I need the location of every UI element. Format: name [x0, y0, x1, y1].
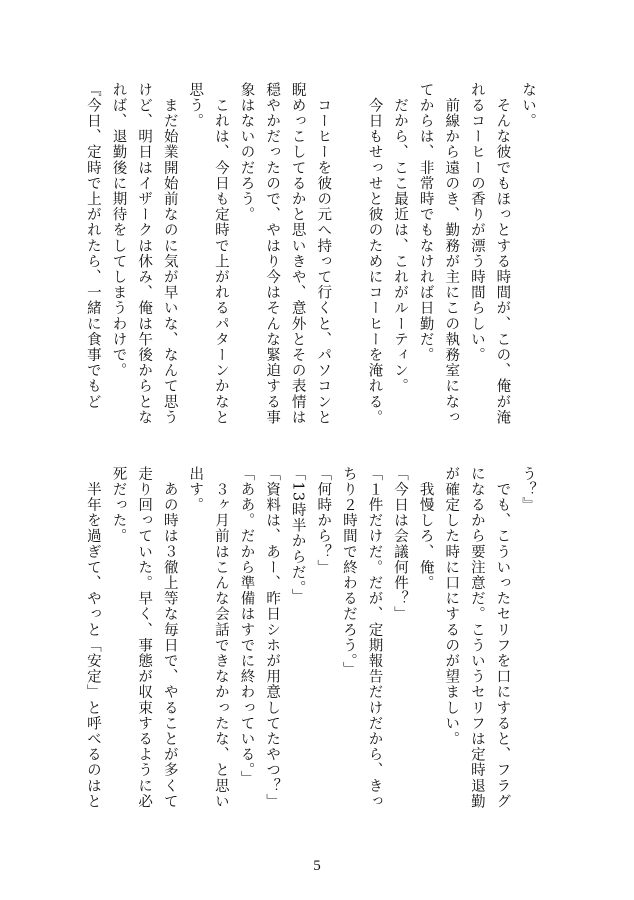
text-line: 「13時半からだ。」 — [289, 466, 306, 605]
text-line: 我慢しろ、俺。 — [417, 466, 434, 591]
text-line — [335, 82, 361, 452]
text-line: だから、ここ最近は、これがルーティン。 — [392, 82, 409, 394]
text-line: そんな彼でもほっとする時間が、この、俺が淹 — [494, 82, 511, 426]
text-line: う？』 — [520, 466, 536, 513]
text-line: ３ヶ月前はこんな会話できなかったな、と思い — [212, 466, 229, 810]
text-line: 思う。 — [187, 82, 204, 129]
text-line: 走り回っていた。早く、事態が収束するように必 — [136, 466, 153, 810]
text-line: 「ああ。だから準備はすでに終わっている。」 — [238, 466, 255, 787]
text-line: 半年を過ぎて、やっと「安定」と呼べるのはと — [84, 466, 101, 810]
text-line: てからは、非常時でもなければ日勤だ。 — [417, 82, 434, 363]
text-line: 今日もせっせと彼のためにコーヒーを淹れる。 — [366, 82, 383, 426]
text-line: になるから要注意だ。こういうセリフは定時退勤 — [468, 466, 485, 810]
text-line: 死だった。 — [110, 466, 127, 544]
lower-text-block — [60, 466, 540, 838]
text-line: れば、退勤後に期待をしてしまうわけで。 — [110, 82, 127, 379]
text-line: 出す。 — [187, 466, 204, 513]
text-line: 前線から遠のき、勤務が主にこの執務室になっ — [443, 82, 460, 426]
upper-text-block — [60, 82, 540, 452]
text-line: 「今日は会議何件？」 — [392, 466, 409, 622]
text-line: が確定した時に口にするのが望ましい。 — [443, 466, 460, 747]
text-line: これは、今日も定時で上がれるパターンかなと — [212, 82, 229, 426]
text-line: 「何時から？」 — [315, 466, 332, 576]
text-line: コーヒーを彼の元へ持って行くと、パソコンと — [315, 82, 332, 426]
text-line: 『今日、定時で上がれたら、一緒に食事でもど — [84, 82, 101, 410]
text-line: でも、こういったセリフを口にすると、フラグ — [494, 466, 511, 810]
text-line: けど、明日はイザークは休み、俺は午後からとな — [136, 82, 153, 426]
text-line: 「資料は、あー、昨日シホが用意してたやつ？」 — [264, 466, 281, 810]
text-line: 睨めっこしてるかと思いきや、意外とその表情は — [289, 82, 306, 426]
text-line: ちり２時間で終わるだろう。」 — [340, 466, 357, 678]
page-number: 5 — [313, 858, 321, 874]
text-line: 穏やかだったので、やはり今はそんな緊迫する事 — [264, 82, 281, 426]
text-line: あの時は３徹上等な毎日で、やることが多くて — [161, 466, 178, 810]
text-line: 象はないのだろう。 — [238, 82, 255, 223]
text-line: まだ始業開始前なのに気が早いな、なんて思う — [161, 82, 178, 426]
text-line: 「１件だけだ。だが、定期報告だけだから、きっ — [366, 466, 383, 810]
text-line: ない。 — [520, 82, 536, 129]
text-line: れるコーヒーの香りが漂う時間らしい。 — [468, 82, 485, 363]
